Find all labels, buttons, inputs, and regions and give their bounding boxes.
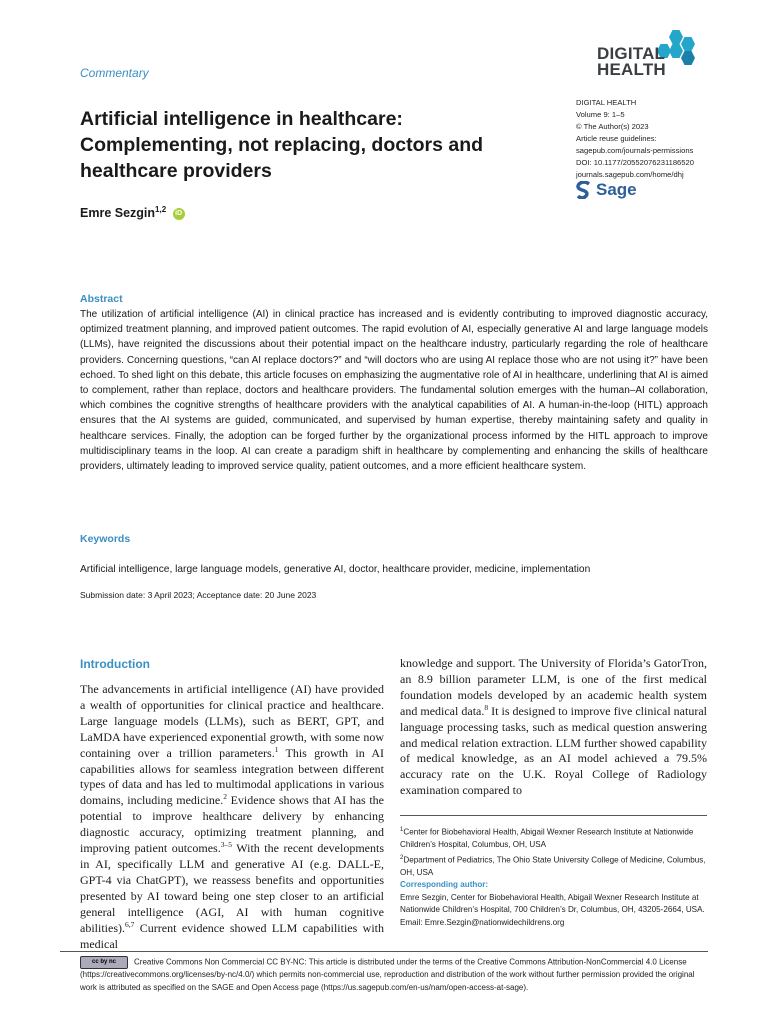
submission-dates: Submission date: 3 April 2023; Acceptance date: 20 June 2023 — [80, 590, 317, 600]
ref-link[interactable]: 8 — [484, 702, 489, 712]
body-column-left: The advancements in artificial intelligence (AI) have provided a wealth of opportunities for clinical practice and healthcare. Large language models (LLMs), such as BERT, GPT, and LaMDA have experienced exponential growth, with some now containing over a trillion parameters.$^1$ This growth in AI capabilities allows for seamless integration between different types of data and has led to multimodal applications in various domains, including medicine.$^2$ Evidence shows that AI has the potential to improve healthcare delivery by enhancing diagnostic accuracy, optimizing treatment planning, and improving patient outcomes.$^{3-5}$ With the recent developments in AI, specifically LLM and generative AI (e.g. DALL-E, GPT-4 via ChatGPT), we reassess benefits and opportunities presented by AI toward being one step closer to an artificial general intelligence (AGI, AI with human cognitive abilities).$^{6,7}$ Current evidence showed LLM capabilities with medical — [80, 682, 384, 951]
introduction-heading: Introduction — [80, 657, 150, 671]
hex-icon — [669, 44, 683, 58]
license-text: Creative Commons Non Commercial CC BY-NC: This article is distributed under the terms of the Creative Commons Attribution-NonCommercial 4.0 License (https://creativecommons.org/licenses/by-nc/4.0/) which permits non-commercial use, reproduction and distribution of the work without further permission provided the original work is attributed as specified on the SAGE and Open Access page (https://us.sagepub.com/en-us/nam/open-access-at-sage). — [80, 957, 695, 992]
hex-icon — [681, 51, 695, 65]
journal-name: DIGITAL HEALTH — [576, 98, 637, 107]
volume: Volume 9: 1–5 — [576, 110, 625, 119]
footnotes — [400, 824, 707, 929]
corresponding-heading: Corresponding author: — [400, 880, 489, 890]
author-name: Emre Sezgin — [80, 206, 156, 221]
body-column-right: knowledge and support. The University of Florida’s GatorTron, an 8.9 billion parameter LLM, is one of the first medical foundation models developed by an academic health system and medical data.$^8$ It is designed to improve five clinical natural language processing tasks, such as medical question answering and medical relation extraction. LLM further showed capability of medical knowledge, as an AI model achieved a 79.5% accuracy rate on the U.K. Royal College of Radiology examination compared to — [400, 656, 708, 798]
reuse-label: Article reuse guidelines: — [576, 134, 657, 143]
affiliation-marks: 1,2 — [155, 205, 167, 214]
article-title: Artificial intelligence in healthcare: Complementing, not replacing, doctors and healthcare providers — [80, 108, 484, 182]
keywords-heading: Keywords — [80, 533, 131, 545]
journal-logo — [597, 26, 707, 81]
article-meta — [576, 97, 746, 181]
ref-link[interactable]: 6,7 — [125, 919, 135, 929]
cc-license-icon[interactable]: cc by nc — [80, 956, 128, 969]
journal-site[interactable]: journals.sagepub.com/home/dhj — [576, 170, 684, 179]
reuse-link[interactable]: sagepub.com/journals-permissions — [576, 146, 694, 155]
author — [80, 205, 185, 220]
hex-icon — [681, 37, 695, 51]
sage-s-icon — [576, 181, 592, 199]
affiliation-2: $^2$Department of Pediatrics, The Ohio State University College of Medicine, Columbus, OH, USA — [400, 854, 706, 877]
publisher-logo: Sage — [576, 180, 637, 200]
affiliation-1: $^1$Center for Biobehavioral Health, Abigail Wexner Research Institute at Nationwide Children’s Hospital, Columbus, OH, USA — [400, 827, 694, 850]
license-divider — [60, 951, 708, 952]
abstract-text: The utilization of artificial intelligence (AI) in clinical practice has increased and is evidently contributing to improved diagnostic accuracy, optimized treatment planning, and improved patient outcomes. The rapid evolution of AI, especially generative AI and large language models (LLMs), have reignited the discussions about their potential impact on the healthcare industry, particularly regarding the role of healthcare providers. Concerning questions, “can AI replace doctors?” and “will doctors who are using AI replace those who are not using it?” have been echoed. To shed light on this debate, this article focuses on emphasizing the augmentative role of AI in healthcare, underlining that AI is aimed to complement, rather than replace, doctors and healthcare providers. The fundamental solution emerges with the human–AI collaboration, which combines the cognitive strengths of healthcare providers with the analytical capabilities of AI. A human-in-the-loop (HITL) approach ensures that the AI systems are guided, communicated, and supervised by human expertise, thereby maintaining safety and quality in healthcare services. Finally, the adoption can be forged further by the organizational process informed by the HITL approach to improve multidisciplinary teams in the loop. AI can create a paradigm shift in healthcare by complementing and enhancing the skills of healthcare providers, ultimately leading to improved service quality, patient outcomes, and a more efficient healthcare system. — [80, 309, 708, 473]
corresponding-author: Emre Sezgin, Center for Biobehavioral Health, Abigail Wexner Research Institute at Nationwide Children’s Hospital, 700 Children’s Dr, Columbus, OH, 43205-2664, USA. — [400, 892, 705, 915]
logo-text: DIGITAL HEALTH — [597, 44, 666, 79]
ref-link[interactable]: 2 — [223, 792, 227, 802]
abstract-heading: Abstract — [80, 293, 123, 305]
hex-icon — [669, 30, 683, 44]
ref-link[interactable]: 3–5 — [220, 840, 232, 850]
section-label: Commentary — [80, 66, 149, 80]
footnote-divider — [400, 815, 707, 816]
copyright: © The Author(s) 2023 — [576, 122, 649, 131]
orcid-icon[interactable]: iD — [173, 208, 185, 220]
doi[interactable]: DOI: 10.1177/20552076231186520 — [576, 158, 694, 167]
license-notice — [80, 956, 708, 994]
author-email[interactable]: Email: Emre.Sezgin@nationwidechildrens.org — [400, 917, 565, 927]
ref-link[interactable]: 1 — [274, 744, 279, 754]
keywords-text: Artificial intelligence, large language models, generative AI, doctor, healthcare provider, medicine, implementation — [80, 564, 591, 575]
